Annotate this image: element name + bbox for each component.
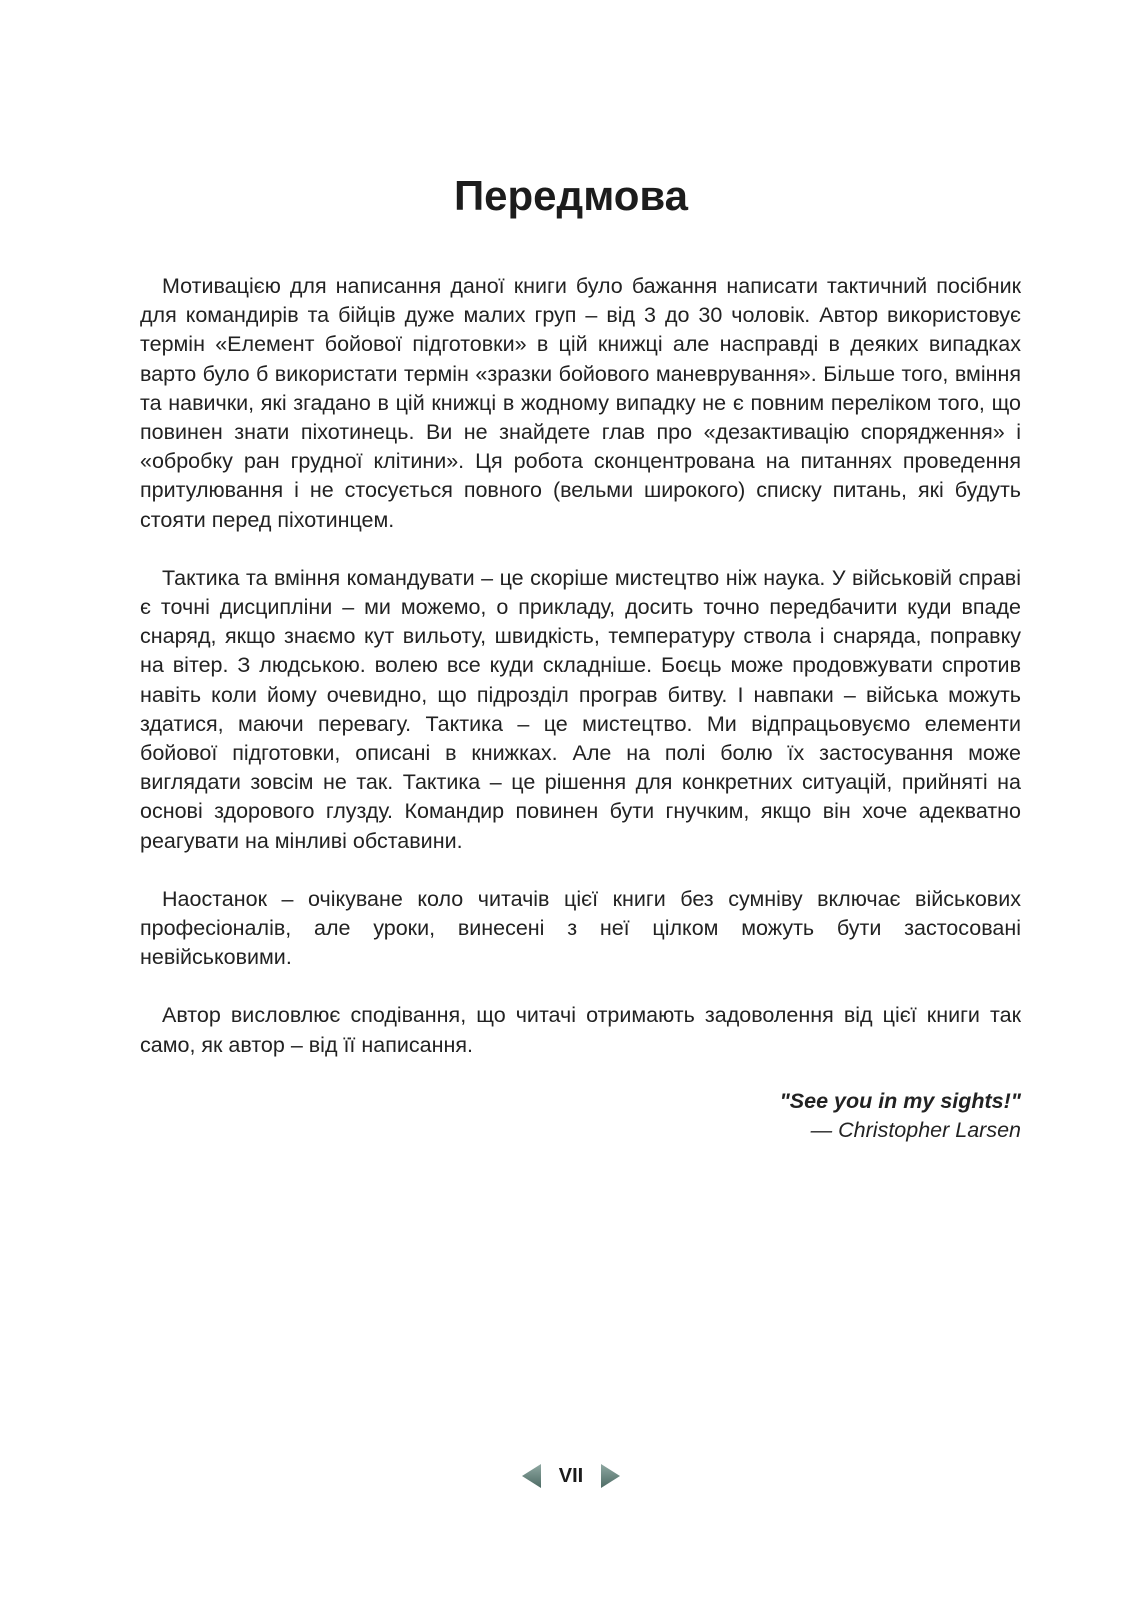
paragraph-2: Тактика та вміння командувати – це скоріше мистецтво ніж наука. У військовій справі є точні дисципліни – ми можемо, о прикладу, досить точно передбачити куди впаде снаряд, якщо знаємо кут вильоту, швидкість, температуру ствола і снаряда, поправку на вітер. З людською. волею все куди складніше. Боєць може продовжувати спротив навіть коли йому очевидно, що підрозділ програв битву. І навпаки – війська можуть здатися, маючи перевагу. Тактика – це мистецтво. Ми відпрацьовуємо елементи бойової підготовки, описані в книжках. Але на полі болю їх застосування може виглядати зовсім не так. Тактика – це рішення для конкретних ситуацій, прийняті на основі здорового глузду. Командир повинен бути гнучким, якщо він хоче адекватно реагувати на мінливі обставини.: [140, 565, 1021, 853]
signature-block: [780, 1087, 1021, 1145]
paragraph-3: Наостанок – очікуване коло читачів цієї книги без сумніву включає військових професіоналів, але уроки, винесені з неї цілком можуть бути застосовані невійськовими.: [140, 886, 1021, 970]
page-number: VII: [558, 1465, 584, 1487]
arrow-right-icon[interactable]: [599, 1462, 623, 1490]
paragraph-1: Мотивацією для написання даної книги було бажання написати тактичний посібник для командирів та бійців дуже малих груп – від 3 до 30 чоловік. Автор використовує термін «Елемент бойової підготовки» в цій книжці але насправді в деяких випадках варто було б використати термін «зразки бойового маневрування». Більше того, вміння та навички, які згадано в цій книжці в жодному випадку не є повним переліком того, що повинен знати піхотинець. Ви не знайдете глав про «дезактивацію спорядження» і «обробку ран грудної клітини». Ця робота сконцентрована на питаннях проведення притулювання і не стосується повного (вельми широкого) списку питань, які будуть стояти перед піхотинцем.: [140, 274, 1021, 532]
page-title: Передмова: [453, 172, 688, 219]
paragraph-4: Автор висловлює сподівання, що читачі отримають задоволення від цієї книги так само, як автор – від її написання.: [140, 1003, 1021, 1057]
signature-author: — Christopher Larsen: [810, 1118, 1021, 1142]
body-text: [140, 272, 1021, 1089]
page-navigation: [0, 1462, 1142, 1490]
signature-quote: "See you in my sights!": [779, 1089, 1021, 1113]
arrow-left-icon[interactable]: [519, 1462, 543, 1490]
